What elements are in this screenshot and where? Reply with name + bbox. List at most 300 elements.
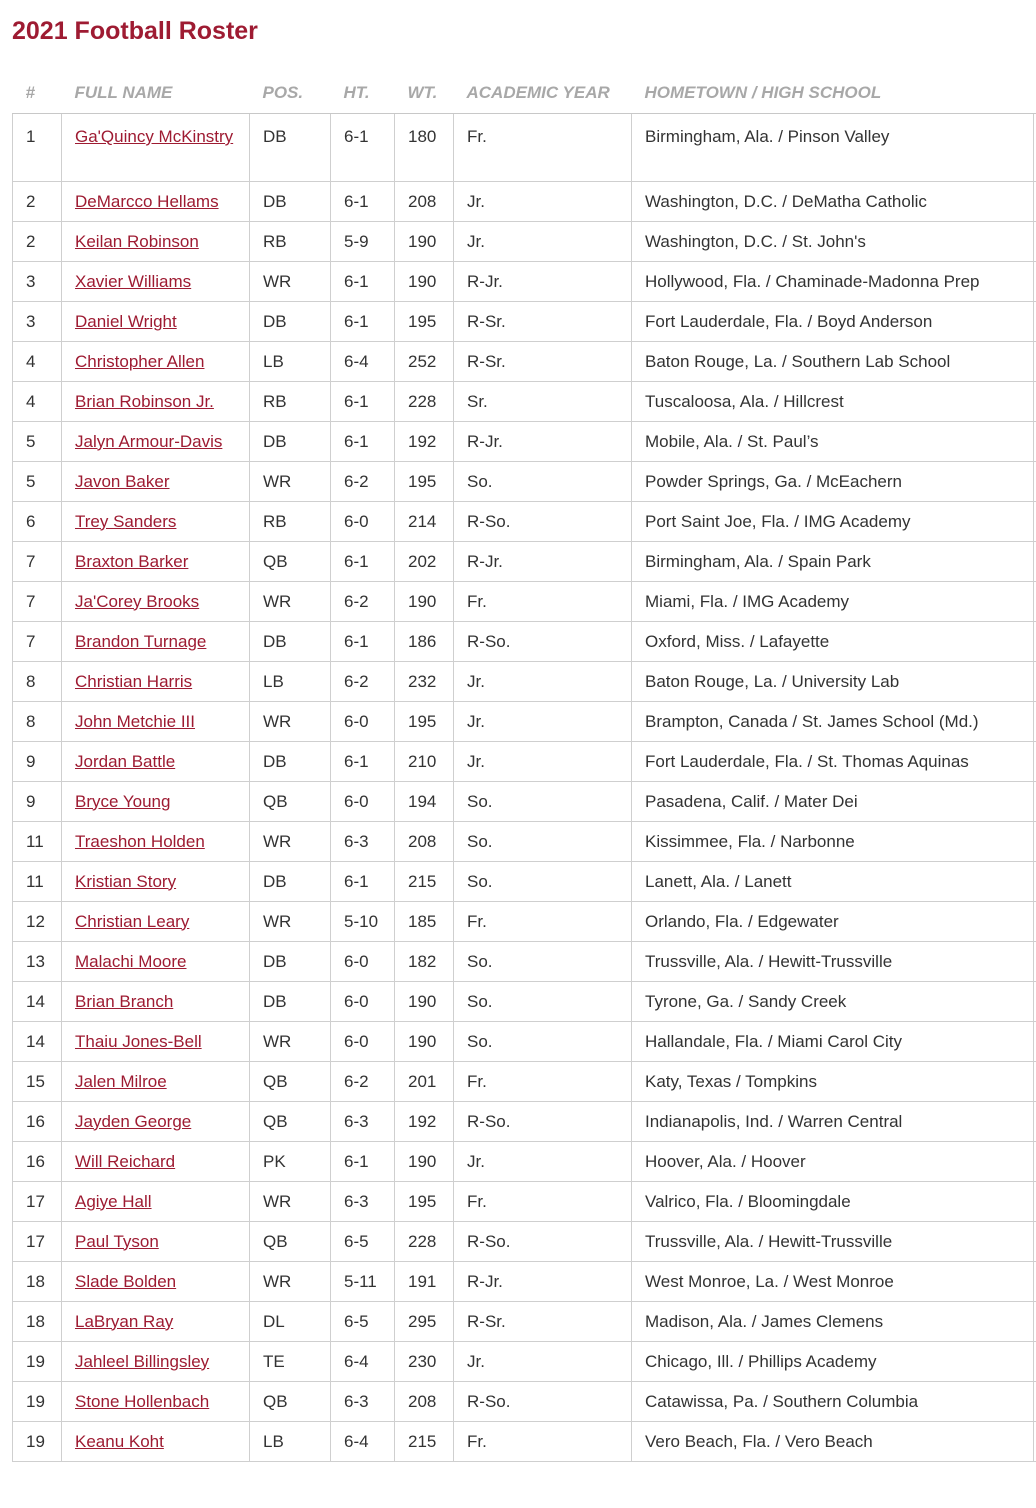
cell-number: 19 [13,1382,62,1422]
cell-position: DB [250,862,331,902]
table-row [13,182,1036,222]
cell-name [62,1262,250,1302]
cell-height: 5-10 [331,902,395,942]
cell-position: QB [250,782,331,822]
cell-number: 8 [13,662,62,702]
cell-weight: 230 [395,1342,454,1382]
cell-number: 7 [13,542,62,582]
cell-year: Sr. [454,382,632,422]
cell-position: RB [250,222,331,262]
cell-number: 9 [13,782,62,822]
cell-hometown: Vero Beach, Fla. / Vero Beach [632,1422,1034,1462]
cell-position: LB [250,1422,331,1462]
table-row [13,742,1036,782]
cell-name [62,1382,250,1422]
cell-number: 4 [13,342,62,382]
cell-hometown: Baton Rouge, La. / University Lab [632,662,1034,702]
cell-position: QB [250,1062,331,1102]
column-header-position[interactable]: POS. [250,72,331,114]
cell-height: 6-0 [331,782,395,822]
table-row [13,302,1036,342]
cell-hometown: Miami, Fla. / IMG Academy [632,582,1034,622]
player-name-link[interactable]: Daniel Wright [75,311,177,331]
cell-weight: 185 [395,902,454,942]
cell-weight: 191 [395,1262,454,1302]
player-name-link[interactable]: Braxton Barker [75,551,189,571]
cell-position: WR [250,462,331,502]
cell-name [62,622,250,662]
cell-number: 16 [13,1142,62,1182]
player-name-link[interactable]: Agiye Hall [75,1191,152,1211]
cell-hometown: Mobile, Ala. / St. Paul’s [632,422,1034,462]
cell-height: 6-1 [331,182,395,222]
cell-name [62,342,250,382]
cell-name [62,702,250,742]
player-name-link[interactable]: Slade Bolden [75,1271,177,1291]
player-name-link[interactable]: Christopher Allen [75,351,205,371]
cell-name [62,182,250,222]
cell-weight: 228 [395,382,454,422]
player-name-link[interactable]: Paul Tyson [75,1231,159,1251]
table-row [13,582,1036,622]
table-row [13,862,1036,902]
cell-number: 8 [13,702,62,742]
cell-position: WR [250,582,331,622]
cell-name [62,1142,250,1182]
cell-position: TE [250,1342,331,1382]
player-name-link[interactable]: Jalyn Armour-Davis [75,431,223,451]
cell-hometown: Lanett, Ala. / Lanett [632,862,1034,902]
cell-year: Fr. [454,1182,632,1222]
cell-height: 6-3 [331,1102,395,1142]
cell-number: 18 [13,1262,62,1302]
cell-position: WR [250,1022,331,1062]
cell-name [62,822,250,862]
cell-weight: 190 [395,262,454,302]
cell-number: 13 [13,942,62,982]
cell-year: Fr. [454,1422,632,1462]
cell-year: R-Sr. [454,342,632,382]
cell-weight: 208 [395,182,454,222]
player-name-link[interactable]: Jalen Milroe [75,1071,167,1091]
cell-height: 6-1 [331,862,395,902]
cell-hometown: Orlando, Fla. / Edgewater [632,902,1034,942]
cell-height: 5-11 [331,1262,395,1302]
player-name-link[interactable]: Stone Hollenbach [75,1391,210,1411]
column-header-name[interactable]: FULL NAME [62,72,250,114]
cell-height: 6-2 [331,662,395,702]
cell-year: R-Jr. [454,1262,632,1302]
cell-year: R-So. [454,1102,632,1142]
cell-height: 6-1 [331,302,395,342]
cell-name [62,1342,250,1382]
player-name-link[interactable]: Christian Harris [75,671,193,691]
cell-number: 2 [13,222,62,262]
cell-weight: 194 [395,782,454,822]
table-row [13,1422,1036,1462]
cell-number: 19 [13,1422,62,1462]
cell-number: 9 [13,742,62,782]
cell-height: 6-3 [331,1182,395,1222]
cell-position: LB [250,342,331,382]
cell-height: 5-9 [331,222,395,262]
cell-year: So. [454,982,632,1022]
cell-position: DB [250,422,331,462]
cell-position: RB [250,382,331,422]
cell-height: 6-3 [331,822,395,862]
cell-name [62,1302,250,1342]
cell-number: 14 [13,1022,62,1062]
cell-weight: 190 [395,222,454,262]
player-name-link[interactable]: Keilan Robinson [75,231,199,251]
cell-position: DB [250,182,331,222]
cell-year: So. [454,862,632,902]
cell-position: LB [250,662,331,702]
cell-number: 11 [13,822,62,862]
cell-height: 6-2 [331,462,395,502]
table-row [13,462,1036,502]
cell-year: Jr. [454,742,632,782]
cell-weight: 192 [395,1102,454,1142]
cell-number: 1 [13,114,62,182]
cell-weight: 195 [395,702,454,742]
player-name-link[interactable]: Brian Branch [75,991,174,1011]
cell-height: 6-0 [331,702,395,742]
table-row [13,1142,1036,1182]
cell-weight: 195 [395,462,454,502]
cell-name [62,742,250,782]
cell-number: 6 [13,502,62,542]
cell-name [62,1222,250,1262]
cell-hometown: Port Saint Joe, Fla. / IMG Academy [632,502,1034,542]
cell-hometown: Hoover, Ala. / Hoover [632,1142,1034,1182]
cell-position: DB [250,622,331,662]
cell-name [62,782,250,822]
cell-height: 6-3 [331,1382,395,1422]
cell-hometown: Powder Springs, Ga. / McEachern [632,462,1034,502]
cell-hometown: Hallandale, Fla. / Miami Carol City [632,1022,1034,1062]
cell-position: WR [250,902,331,942]
cell-year: R-Sr. [454,1302,632,1342]
cell-position: QB [250,1222,331,1262]
cell-year: R-Jr. [454,542,632,582]
cell-number: 18 [13,1302,62,1342]
cell-hometown: Tuscaloosa, Ala. / Hillcrest [632,382,1034,422]
cell-weight: 210 [395,742,454,782]
table-row [13,1022,1036,1062]
cell-weight: 295 [395,1302,454,1342]
cell-weight: 190 [395,1022,454,1062]
cell-weight: 186 [395,622,454,662]
cell-position: DB [250,302,331,342]
cell-year: Fr. [454,114,632,182]
table-row [13,1342,1036,1382]
cell-position: DB [250,742,331,782]
column-header-height[interactable]: HT. [331,72,395,114]
page-title: 2021 Football Roster [12,17,258,45]
cell-height: 6-4 [331,342,395,382]
column-header-hometown[interactable]: HOMETOWN / HIGH SCHOOL [632,72,1034,114]
cell-position: DB [250,114,331,182]
cell-height: 6-4 [331,1342,395,1382]
player-name-link[interactable]: DeMarcco Hellams [75,191,219,211]
cell-hometown: Fort Lauderdale, Fla. / St. Thomas Aquinas [632,742,1034,782]
player-name-link[interactable]: Jahleel Billingsley [75,1351,210,1371]
cell-year: R-So. [454,1222,632,1262]
cell-year: Jr. [454,662,632,702]
cell-name [62,982,250,1022]
cell-hometown: Brampton, Canada / St. James School (Md.) [632,702,1034,742]
cell-weight: 228 [395,1222,454,1262]
cell-number: 16 [13,1102,62,1142]
table-row [13,1102,1036,1142]
cell-year: R-Jr. [454,262,632,302]
cell-hometown: Valrico, Fla. / Bloomingdale [632,1182,1034,1222]
table-row [13,902,1036,942]
cell-weight: 195 [395,1182,454,1222]
cell-name [62,1062,250,1102]
cell-hometown: Chicago, Ill. / Phillips Academy [632,1342,1034,1382]
cell-hometown: Trussville, Ala. / Hewitt-Trussville [632,942,1034,982]
cell-position: RB [250,502,331,542]
player-name-link[interactable]: Ja'Corey Brooks [75,591,200,611]
cell-height: 6-0 [331,1022,395,1062]
cell-year: Jr. [454,1342,632,1382]
cell-number: 7 [13,582,62,622]
player-name-link[interactable]: Javon Baker [75,471,170,491]
cell-height: 6-1 [331,422,395,462]
cell-name [62,1102,250,1142]
player-name-link[interactable]: Traeshon Holden [75,831,205,851]
table-row [13,662,1036,702]
cell-hometown: Washington, D.C. / St. John's [632,222,1034,262]
cell-year: So. [454,1022,632,1062]
cell-weight: 190 [395,582,454,622]
table-row [13,382,1036,422]
cell-hometown: Katy, Texas / Tompkins [632,1062,1034,1102]
cell-weight: 182 [395,942,454,982]
cell-number: 17 [13,1182,62,1222]
cell-hometown: Pasadena, Calif. / Mater Dei [632,782,1034,822]
cell-name [62,502,250,542]
cell-hometown: Oxford, Miss. / Lafayette [632,622,1034,662]
cell-height: 6-1 [331,622,395,662]
player-name-link[interactable]: Kristian Story [75,871,177,891]
cell-hometown: Catawissa, Pa. / Southern Columbia [632,1382,1034,1422]
cell-height: 6-1 [331,542,395,582]
cell-weight: 215 [395,1422,454,1462]
cell-position: WR [250,822,331,862]
cell-number: 14 [13,982,62,1022]
cell-weight: 192 [395,422,454,462]
table-row [13,1382,1036,1422]
cell-year: Jr. [454,702,632,742]
cell-name [62,462,250,502]
cell-year: Jr. [454,222,632,262]
table-row [13,1262,1036,1302]
cell-position: QB [250,542,331,582]
cell-position: WR [250,702,331,742]
player-name-link[interactable]: Keanu Koht [75,1431,164,1451]
cell-name [62,114,250,182]
player-name-link[interactable]: Jayden George [75,1111,192,1131]
cell-name [62,382,250,422]
cell-height: 6-2 [331,582,395,622]
cell-weight: 214 [395,502,454,542]
player-name-link[interactable]: Christian Leary [75,911,190,931]
table-row [13,702,1036,742]
cell-height: 6-1 [331,742,395,782]
table-row [13,114,1036,182]
cell-number: 5 [13,462,62,502]
cell-hometown: Tyrone, Ga. / Sandy Creek [632,982,1034,1022]
cell-height: 6-5 [331,1302,395,1342]
table-row [13,1182,1036,1222]
cell-position: DL [250,1302,331,1342]
cell-name [62,222,250,262]
cell-name [62,302,250,342]
cell-weight: 190 [395,1142,454,1182]
player-name-link[interactable]: Thaiu Jones-Bell [75,1031,202,1051]
cell-hometown: Trussville, Ala. / Hewitt-Trussville [632,1222,1034,1262]
table-row [13,422,1036,462]
cell-weight: 208 [395,1382,454,1422]
roster-table-body [13,114,1036,1462]
player-name-link[interactable]: LaBryan Ray [75,1311,174,1331]
cell-number: 3 [13,262,62,302]
cell-height: 6-1 [331,114,395,182]
table-row [13,1302,1036,1342]
cell-hometown: Hollywood, Fla. / Chaminade-Madonna Prep [632,262,1034,302]
cell-height: 6-0 [331,502,395,542]
cell-position: DB [250,942,331,982]
cell-name [62,582,250,622]
cell-hometown: Birmingham, Ala. / Pinson Valley [632,114,1034,182]
cell-hometown: West Monroe, La. / West Monroe [632,1262,1034,1302]
table-row [13,342,1036,382]
cell-number: 2 [13,182,62,222]
cell-hometown: Kissimmee, Fla. / Narbonne [632,822,1034,862]
cell-year: R-Jr. [454,422,632,462]
cell-height: 6-1 [331,262,395,302]
cell-name [62,262,250,302]
cell-name [62,542,250,582]
cell-height: 6-0 [331,982,395,1022]
cell-number: 5 [13,422,62,462]
player-name-link[interactable]: Xavier Williams [75,271,192,291]
cell-height: 6-2 [331,1062,395,1102]
player-name-link[interactable]: Ga'Quincy McKinstry [75,127,234,146]
cell-position: DB [250,982,331,1022]
cell-name [62,862,250,902]
cell-year: R-So. [454,502,632,542]
cell-year: Jr. [454,1142,632,1182]
cell-weight: 180 [395,114,454,182]
table-row [13,782,1036,822]
table-row [13,502,1036,542]
cell-number: 7 [13,622,62,662]
cell-position: WR [250,1182,331,1222]
cell-height: 6-4 [331,1422,395,1462]
player-name-link[interactable]: Brandon Turnage [75,631,207,651]
cell-number: 4 [13,382,62,422]
cell-name [62,942,250,982]
cell-position: WR [250,1262,331,1302]
cell-height: 6-1 [331,1142,395,1182]
cell-year: Jr. [454,182,632,222]
cell-number: 11 [13,862,62,902]
cell-weight: 190 [395,982,454,1022]
cell-name [62,1022,250,1062]
cell-weight: 208 [395,822,454,862]
column-header-weight[interactable]: WT. [395,72,454,114]
cell-year: Fr. [454,582,632,622]
table-row [13,222,1036,262]
cell-name [62,1182,250,1222]
cell-number: 12 [13,902,62,942]
column-header-number[interactable]: # [13,72,62,114]
cell-position: QB [250,1102,331,1142]
cell-hometown: Fort Lauderdale, Fla. / Boyd Anderson [632,302,1034,342]
cell-number: 19 [13,1342,62,1382]
player-name-link[interactable]: Brian Robinson Jr. [75,391,214,411]
cell-name [62,662,250,702]
player-name-link[interactable]: Bryce Young [75,791,171,811]
cell-weight: 201 [395,1062,454,1102]
cell-weight: 215 [395,862,454,902]
cell-year: So. [454,942,632,982]
table-row [13,942,1036,982]
cell-height: 6-1 [331,382,395,422]
cell-hometown: Madison, Ala. / James Clemens [632,1302,1034,1342]
cell-year: R-So. [454,622,632,662]
cell-position: WR [250,262,331,302]
cell-position: QB [250,1382,331,1422]
table-row [13,622,1036,662]
cell-year: R-So. [454,1382,632,1422]
cell-year: So. [454,782,632,822]
column-header-year[interactable]: ACADEMIC YEAR [454,72,632,114]
cell-hometown: Indianapolis, Ind. / Warren Central [632,1102,1034,1142]
player-name-link[interactable]: John Metchie III [75,711,196,731]
cell-weight: 202 [395,542,454,582]
player-name-link[interactable]: Malachi Moore [75,951,187,971]
cell-number: 15 [13,1062,62,1102]
table-row [13,1222,1036,1262]
player-name-link[interactable]: Trey Sanders [75,511,177,531]
cell-weight: 232 [395,662,454,702]
table-row [13,542,1036,582]
cell-name [62,902,250,942]
cell-height: 6-5 [331,1222,395,1262]
table-row [13,982,1036,1022]
cell-year: Fr. [454,902,632,942]
table-header-row [13,72,1036,114]
player-name-link[interactable]: Jordan Battle [75,751,176,771]
player-name-link[interactable]: Will Reichard [75,1151,176,1171]
cell-position: PK [250,1142,331,1182]
cell-hometown: Baton Rouge, La. / Southern Lab School [632,342,1034,382]
roster-table [12,72,1036,1462]
cell-weight: 195 [395,302,454,342]
cell-name [62,422,250,462]
cell-number: 17 [13,1222,62,1262]
cell-year: R-Sr. [454,302,632,342]
cell-year: So. [454,462,632,502]
cell-height: 6-0 [331,942,395,982]
cell-year: So. [454,822,632,862]
cell-number: 3 [13,302,62,342]
